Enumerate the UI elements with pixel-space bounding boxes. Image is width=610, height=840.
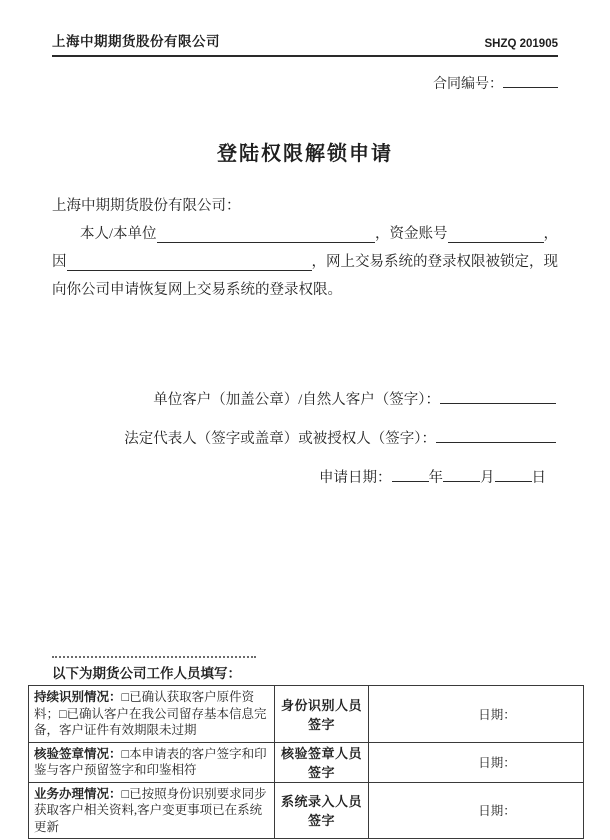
- business-handling-cell: [29, 782, 275, 839]
- page-header: [52, 30, 558, 57]
- day-blank: [495, 468, 532, 482]
- day-label: 日: [531, 470, 546, 486]
- applicant-line: [52, 220, 558, 248]
- identification-date-label: 日期：: [369, 686, 584, 743]
- fund-account-blank: [448, 227, 544, 243]
- contract-number-label: 合同编号：: [433, 77, 503, 92]
- reason-line: [52, 248, 558, 276]
- contract-number-line: [52, 73, 558, 93]
- staff-section: [0, 652, 610, 839]
- month-label: 月: [480, 470, 495, 486]
- business-handling-signer-label: 系统录入人员签字: [275, 782, 369, 839]
- identification-status-text: □已确认获取客户原件资料；□已确认客户在我公司留存基本信息完备，客户证件有效期限未过期: [34, 690, 267, 737]
- client-signature-line: [52, 388, 556, 409]
- document-page: [0, 30, 610, 840]
- applicant-label: 本人/本单位: [80, 226, 157, 242]
- year-blank: [392, 468, 429, 482]
- reason-label: 因: [52, 254, 67, 270]
- seal-verification-date-label: 日期：: [369, 742, 584, 782]
- business-handling-label: 业务办理情况：: [34, 786, 122, 801]
- comma-text: ，: [543, 226, 558, 242]
- request-statement: 向你公司申请恢复网上交易系统的登录权限。: [52, 282, 342, 298]
- applicant-name-blank: [157, 227, 375, 243]
- business-handling-date-label: 日期：: [369, 782, 584, 839]
- form-code: SHZQ 201905: [484, 38, 558, 50]
- seal-verification-signer-label: 核验签章人员签字: [275, 742, 369, 782]
- staff-review-table: [28, 685, 584, 839]
- reason-blank: [67, 255, 312, 271]
- contract-number-blank: [503, 74, 558, 88]
- application-date-line: [52, 466, 546, 487]
- month-blank: [443, 468, 480, 482]
- letter-body: [52, 192, 558, 304]
- salutation: 上海中期期货股份有限公司：: [52, 198, 241, 214]
- locked-statement: ，网上交易系统的登录权限被锁定，现: [311, 254, 558, 270]
- company-name: 上海中期期货股份有限公司: [52, 34, 220, 49]
- identification-status-label: 持续识别情况：: [34, 690, 122, 704]
- signature-block: [52, 388, 556, 487]
- representative-signature-blank: [436, 429, 556, 443]
- table-row-identification: [29, 686, 584, 743]
- representative-signature-line: [52, 427, 556, 448]
- representative-signature-label: 法定代表人（签字或盖章）或被授权人（签字）：: [124, 431, 436, 447]
- identification-signer-label: 身份识别人员签字: [275, 686, 369, 743]
- fund-account-label: ，资金账号: [375, 226, 448, 242]
- client-signature-blank: [440, 390, 556, 404]
- application-date-label: 申请日期：: [319, 470, 392, 486]
- seal-verification-cell: [29, 742, 275, 782]
- client-signature-label: 单位客户（加盖公章）/自然人客户（签字）：: [153, 392, 440, 408]
- year-label: 年: [428, 470, 443, 486]
- seal-verification-text: □本申请表的客户签字和印鉴与客户预留签字和印鉴相符: [34, 746, 267, 777]
- form-title: 登陆权限解锁申请: [217, 143, 393, 165]
- staff-section-heading: 以下为期货公司工作人员填写：: [52, 666, 241, 681]
- identification-status-cell: [29, 686, 275, 743]
- table-row-business-handling: [29, 782, 584, 839]
- business-handling-text: □已按照身份识别要求同步获取客户相关资料,客户变更事项已在系统更新: [34, 786, 267, 834]
- dotted-divider: [52, 652, 256, 658]
- seal-verification-label: 核验签章情况：: [34, 746, 122, 761]
- table-row-seal-verification: [29, 742, 584, 782]
